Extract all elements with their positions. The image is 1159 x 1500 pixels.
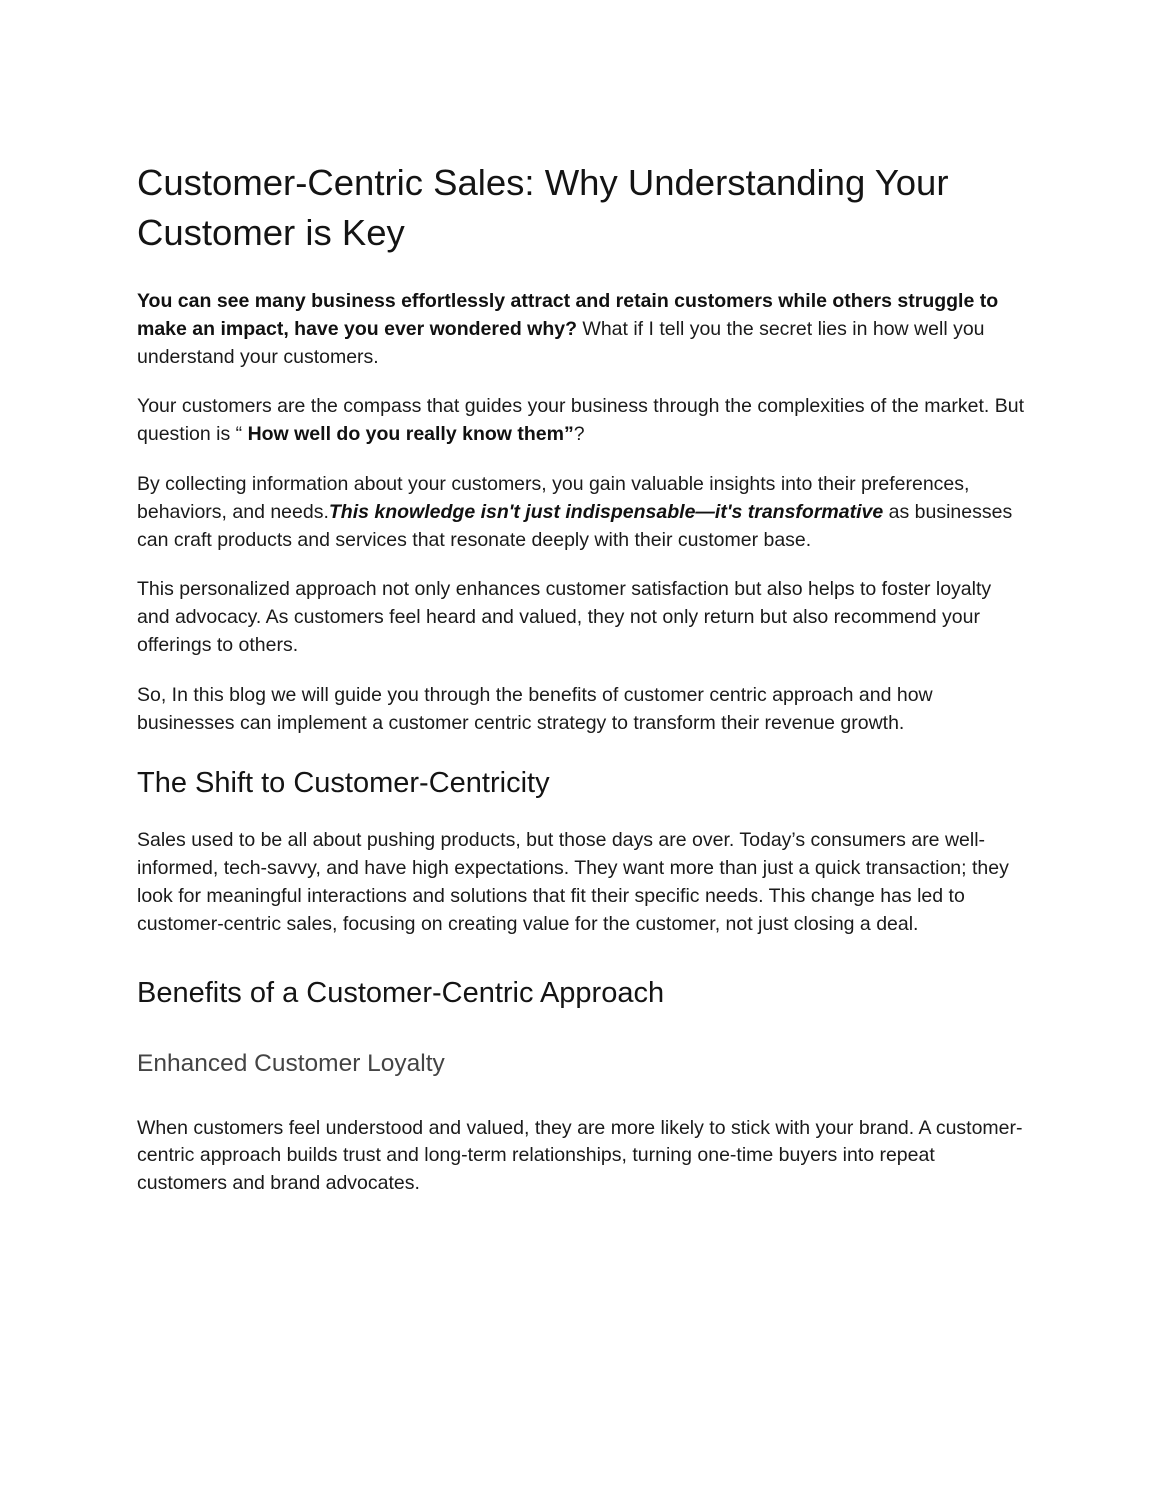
blog-guide-paragraph: So, In this blog we will guide you through the benefits of customer centric approach and how businesses can implement a customer centric strategy to transform their revenue growth. xyxy=(137,683,933,734)
document-content xyxy=(137,150,1027,1198)
benefits-heading: Benefits of a Customer-Centric Approach xyxy=(137,976,665,1009)
intro-bold-text: You can see many business effortlessly attract and retain customers while others struggle to make an impact, have you ever wondered why? xyxy=(137,290,999,340)
document-title: Customer-Centric Sales: Why Understanding Your Customer is Key xyxy=(137,162,949,253)
loyalty-paragraph: When customers feel understood and valued, they are more likely to stick with your brand. A customer-centric approach builds trust and long-term relationships, turning one-time buyers into repeat customers and brand advocates. xyxy=(137,1116,1023,1195)
insights-text: By collecting information about your customers, you gain valuable insights into their preferences, behaviors, and needs. xyxy=(137,472,970,523)
compass-paragraph xyxy=(137,393,1027,449)
insights-paragraph xyxy=(137,471,1027,554)
compass-bold-question: How well do you really know them” xyxy=(247,423,574,446)
intro-paragraph xyxy=(137,288,1027,371)
shift-paragraph: Sales used to be all about pushing products, but those days are over. Today’s consumers are well-informed, tech-savvy, and have high expectations. They want more than just a quick transaction; they look for meaningful interactions and solutions that fit their specific needs. This change has led to customer-centric sales, focusing on creating value for the customer, not just closing a deal. xyxy=(137,829,1009,935)
compass-question-mark: ? xyxy=(573,423,585,446)
personalized-paragraph: This personalized approach not only enhances customer satisfaction but also helps to foster loyalty and advocacy. As customers feel heard and valued, they not only return but also recommend your offerings to others. xyxy=(137,578,992,656)
loyalty-subheading: Enhanced Customer Loyalty xyxy=(137,1049,445,1077)
shift-heading: The Shift to Customer-Centricity xyxy=(137,767,550,800)
insights-bold-italic: This knowledge isn't just indispensable—it's transformative xyxy=(328,500,884,523)
intro-rest-text: What if I tell you the secret lies in how well you understand your customers. xyxy=(137,317,985,368)
insights-rest-text: as businesses can craft products and services that resonate deeply with their customer base. xyxy=(137,500,1013,551)
compass-text: Your customers are the compass that guides your business through the complexities of the market. But question is “ xyxy=(137,395,1024,446)
